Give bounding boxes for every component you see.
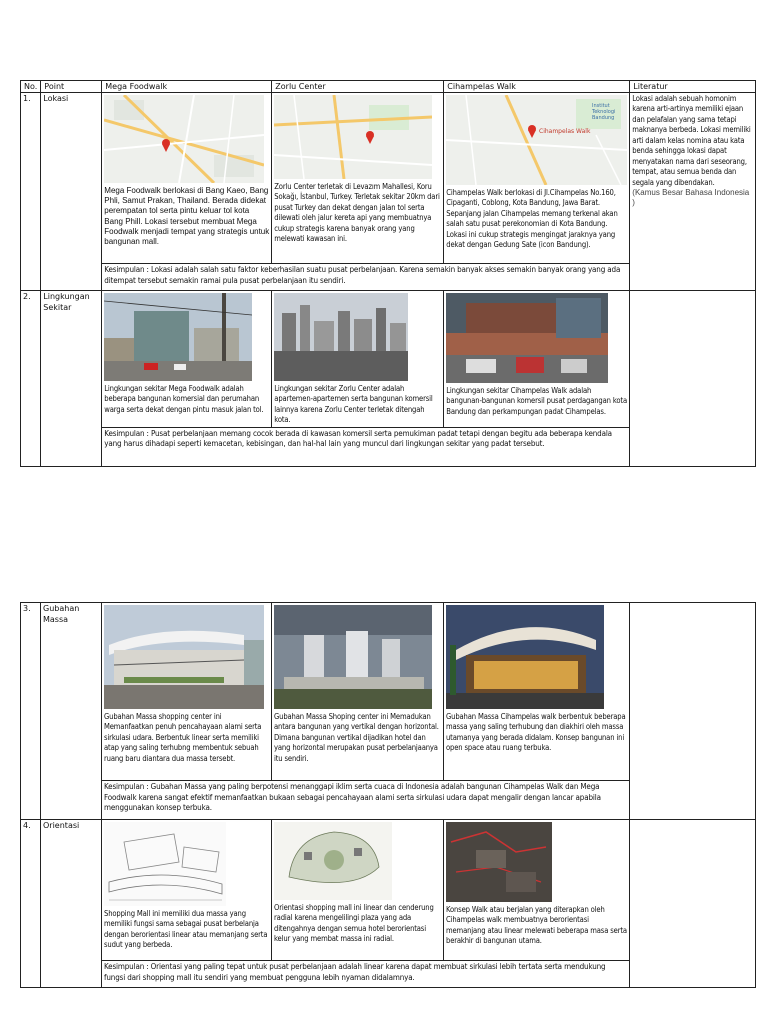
zorlu-gubahan-text: Gubahan Massa Shoping center ini Memadukan antara bangunan yang vertikal dengan horizontal. Dimana bangunan vertikal dijadikan hotel dan yang horizontal merupakan pusat perbelanjaanya itu sendiri. [274,712,439,763]
cihampelas-walk-building-photo [446,605,604,709]
row-number: 3. [21,603,41,820]
table-row-lingkungan [21,291,756,428]
header-cihampelas-walk: Cihampelas Walk [444,81,630,93]
cell-ciham-lingkungan [444,291,630,428]
cell-mega-lingkungan [102,291,272,428]
row-number: 1. [21,93,41,291]
cell-ciham-orientasi [444,820,630,961]
table-row-lokasi [21,93,756,264]
row-point: Orientasi [41,820,102,988]
table-row-orientasi [21,820,756,961]
cell-ciham-gubahan [444,603,630,781]
mega-foodwalk-building-photo [104,605,264,709]
cell-literatur-gubahan [630,603,756,820]
comparison-table-part-1 [20,80,756,467]
conclusion-orientasi: Kesimpulan : Orientasi yang paling tepat untuk pusat perbelanjaan adalah linear karena dapat membuat sirkulasi lebih tertata serta mendukung fungsi dari shopping mall itu sendiri yang membuat pengguna lebih nyaman didalamnya. [102,961,630,988]
mega-foodwalk-map-image [104,95,264,183]
header-literatur: Literatur [630,81,756,93]
literatur-source: (Kamus Besar Bahasa Indonesia ) [632,188,750,208]
cihampelas-walk-surroundings-photo [446,293,608,383]
zorlu-center-surroundings-photo [274,293,408,381]
cell-literatur-orientasi [630,820,756,988]
mega-foodwalk-surroundings-photo [104,293,252,381]
ciham-orientasi-text: Konsep Walk atau berjalan yang diterapkan oleh Cihampelas walk membuatnya berorientasi memanjang atau linear melewati beberapa masa serta berakhir di bangunan utama. [446,905,627,946]
map-label-cihampelas: Cihampelas Walk [539,128,591,135]
conclusion-lokasi: Kesimpulan : Lokasi adalah salah satu faktor keberhasilan suatu pusat perbelanjaan. Karena semakin banyak akses semakin banyak orang yang ada ditempat tersebut semakin ramai pula pusat perbelanjaan itu sendiri. [102,264,630,291]
literatur-text: Lokasi adalah sebuah homonim karena arti-artinya memiliki ejaan dan pelafalan yang sama tetapi maknanya berbeda. Lokasi memiliki arti dalam kelas nomina atau kata benda sehingga lokasi dapat menyatakan nama dari seseorang, tempat, atau semua benda dan segala yang dibendakan. [632,94,751,187]
cell-zorlu-lingkungan [272,291,444,428]
cihampelas-walk-aerial-plan [446,822,552,902]
cell-mega-gubahan [102,603,272,781]
zorlu-lingkungan-text: Lingkungan sekitar Zorlu Center adalah apartemen-apartemen serta bangunan komersil lainnya karena Zorlu Center terletak ditengah kota. [274,384,433,425]
cell-zorlu-orientasi [272,820,444,961]
table-header-row [21,81,756,93]
header-no: No. [21,81,41,93]
cell-mega-lokasi [102,93,272,264]
row-point: Lokasi [41,93,102,291]
ciham-lingkungan-text: Lingkungan sekitar Cihampelas Walk adalah bangunan-bangunan komersil pusat perdagangan kota Bandung dan perkampungan padat Cihampelas. [446,386,627,416]
cell-zorlu-lokasi [272,93,444,264]
map-label-itb: Institut [592,103,610,109]
svg-text:Teknologi: Teknologi [592,109,616,115]
mega-foodwalk-plan-drawing [104,822,226,906]
row-point: Gubahan Massa [41,603,102,820]
zorlu-center-site-plan [274,822,392,900]
zorlu-orientasi-text: Orientasi shopping mall ini linear dan cenderung radial karena mengelilingi plaza yang ada ditengahnya dengan semua hotel berorientasi kelur yang membat massa ini radial. [274,903,434,944]
svg-text:Bandung: Bandung [592,115,615,121]
mega-orientasi-text: Shopping Mall ini memiliki dua massa yang memiliki fungsi sama sebagai pusat berbelanja dengan berorientasi linear atau memanjang serta sudut yang berbeda. [104,909,268,950]
cell-ciham-lokasi [444,93,630,264]
table-row-gubahan-massa [21,603,756,781]
mega-lokasi-text: Mega Foodwalk berlokasi di Bang Kaeo, Bang Phli, Samut Prakan, Thailand. Berada didekat perempatan tol serta pintu keluar tol kota Bang Phill. Lokasi tersebut membuat Mega Foodwalk menjadi tempat yang strategis untuk bangunan mall. [104,186,270,247]
mega-gubahan-text: Gubahan Massa shopping center ini Memanfaatkan penuh pencahayaan alami serta sirkulasi udara. Berbentuk linear serta memiliki atap yang saling terhubng membentuk sebuah ruang baru diantara dua massa tersebt. [104,712,262,763]
ciham-gubahan-text: Gubahan Massa Cihampelas walk berbentuk beberapa massa yang saling terhubung dan diakhiri oleh massa utamanya yang berada didalam. Konsep bangunan ini open space atau ruang terbuka. [446,712,626,753]
row-point: Lingkungan Sekitar [41,291,102,467]
header-point: Point [41,81,102,93]
zorlu-center-map-image [274,95,432,179]
mega-lingkungan-text: Lingkungan sekitar Mega Foodwalk adalah beberapa bangunan komersial dan perumahan warga serta dekat dengan pintu masuk jalan tol. [104,384,264,414]
row-number: 2. [21,291,41,467]
cell-literatur-lokasi [630,93,756,291]
zorlu-center-building-photo [274,605,432,709]
ciham-lokasi-text: Cihampelas Walk berlokasi di Jl.Cihampelas No.160, Cipaganti, Coblong, Kota Bandung, Jawa Barat. Sepanjang jalan Cihampelas memang terkenal akan salah satu pusat perekonomian di Kota Bandung. Lokasi ini cukup strategis mengingat jaraknya yang dekat dengan Gedung Sate (icon Bandung). [446,188,618,250]
cell-zorlu-gubahan [272,603,444,781]
cihampelas-walk-map-image [446,95,627,185]
conclusion-gubahan: Kesimpulan : Gubahan Massa yang paling berpotensi menanggapi iklim serta cuaca di Indonesia adalah bangunan Cihampelas Walk dan Mega Foodwalk karena sangat efektif memanfaatkan bukaan sebagai pencahayaan alami serta sirkulasi udara dapat mengalir dengan lancar apabila menggunakan konsep terbuka. [102,781,630,820]
cell-mega-orientasi [102,820,272,961]
header-mega-foodwalk: Mega Foodwalk [102,81,272,93]
zorlu-lokasi-text: Zorlu Center terletak di Levazım Mahallesi, Koru Sokağı, İstanbul, Turkey. Terletak sekitar 20km dari pusat Turkey dan dekat dengan jalan tol serta dilewati oleh jalur kereta api yang membuatnya cukup strategis karena banyak orang yang melewati kawasan ini. [274,182,440,244]
cell-literatur-lingkungan [630,291,756,467]
comparison-table-part-2 [20,602,756,988]
row-number: 4. [21,820,41,988]
header-zorlu-center: Zorlu Center [272,81,444,93]
conclusion-lingkungan: Kesimpulan : Pusat perbelanjaan memang cocok berada di kawasan komersil serta pemukiman padat tetapi dengan begitu ada beberapa kendala yang harus dihadapi seperti kemacetan, kebisingan, dan hal-hal lain yang muncul dari lingkungan sekitar yang padat tersebut. [102,427,630,466]
